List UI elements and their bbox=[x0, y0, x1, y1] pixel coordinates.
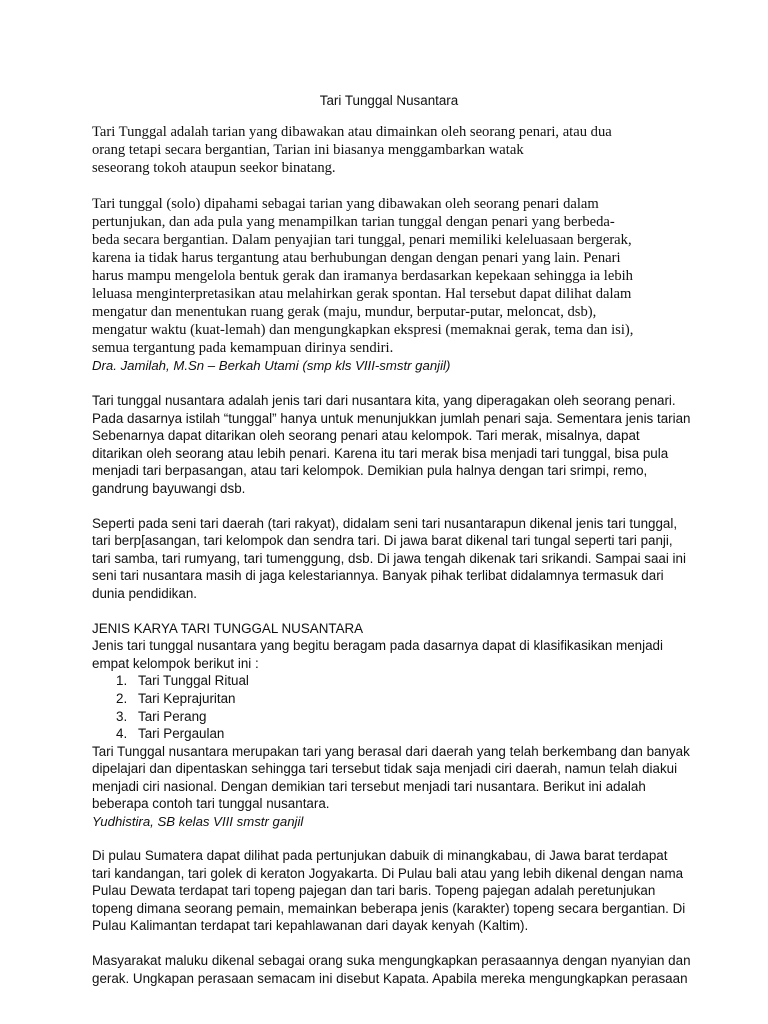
text-line: mengatur dan menentukan ruang gerak (maju, mundur, berputar-putar, meloncat, dsb), bbox=[92, 304, 597, 320]
text-line: seseorang tokoh ataupun seekor binatang. bbox=[92, 160, 336, 176]
text-line: harus mampu mengelola bentuk gerak dan iramanya berdasarkan kepekaan sehingga ia lebih bbox=[92, 268, 633, 284]
solo-paragraph bbox=[92, 195, 682, 357]
text-line: Tari Tunggal adalah tarian yang dibawakan atau dimainkan oleh seorang penari, atau dua bbox=[92, 124, 612, 140]
list-label: Tari Perang bbox=[138, 708, 207, 724]
text-line: dunia pendidikan. bbox=[92, 585, 197, 601]
text-line: Tari tunggal (solo) dipahami sebagai tarian yang dibawakan oleh seorang penari dalam bbox=[92, 196, 599, 212]
list-item bbox=[92, 708, 682, 726]
text-line: Pada dasarnya istilah “tunggal” hanya untuk menunjukkan jumlah penari saja. Sementara jenis tarian bbox=[92, 410, 691, 426]
text-line: beda secara bergantian. Dalam penyajian tari tunggal, penari memiliki keleluasaan bergerak, bbox=[92, 232, 632, 248]
text-line: tari berp[asangan, tari kelompok dan sendra tari. Di jawa barat dikenal tari tungal seperti tari panji, bbox=[92, 533, 673, 549]
text-line: Seperti pada seni tari daerah (tari rakyat), didalam seni tari nusantarapun dikenal jenis tari tunggal, bbox=[92, 515, 678, 531]
text-line: seni tari nusantara masih di jaga kelestariannya. Banyak pihak terlibat didalamnya termasuk dari bbox=[92, 568, 664, 584]
list-label: Tari Keprajuritan bbox=[138, 690, 236, 706]
after-list-paragraph bbox=[92, 743, 690, 813]
text-line: menjadi tari berpasangan, atau tari kelompok. Demikian pula halnya dengan tari srimpi, remo, bbox=[92, 463, 648, 479]
text-line: karena ia tidak harus tergantung atau berhubungan dengan dengan penari yang lain. Penari bbox=[92, 250, 621, 266]
daerah-paragraph bbox=[92, 515, 686, 603]
paragraph-spacer bbox=[92, 603, 682, 620]
list-label: Tari Tunggal Ritual bbox=[138, 673, 249, 689]
list-number: 2. bbox=[116, 690, 128, 706]
text-line: ditarikan oleh seorang atau lebih penari. Karena itu tari merak bisa menjadi tari tunggal, bisa pula bbox=[92, 445, 669, 461]
pulau-paragraph bbox=[92, 847, 686, 935]
section-intro bbox=[92, 637, 682, 672]
text-line: tari samba, tari rumyang, tari tumenggung, dsb. Di jawa tengah dikenak tari srikandi. Sampai saai ini bbox=[92, 550, 686, 566]
text-line: Tari tunggal nusantara adalah jenis tari dari nusantara kita, yang diperagakan oleh seorang penari. bbox=[92, 393, 676, 408]
text-line: beberapa contoh tari tunggal nusantara. bbox=[92, 796, 330, 812]
text-line: leluasa menginterpretasikan atau melahirkan gerak spontan. Hal tersebut dapat dilihat dalam bbox=[92, 286, 632, 302]
text-line: mengatur waktu (kuat-lemah) dan mengungkapkan ekspresi (memaknai gerak, tema dan isi), bbox=[92, 322, 634, 338]
source-byline: Yudhistira, SB kelas VIII smstr ganjil bbox=[92, 814, 304, 830]
text-line: Pulau Kalimantan terdapat tari kepahlawanan dari dayak kenyah (Kaltim). bbox=[92, 918, 529, 934]
text-line: Di pulau Sumatera dapat dilihat pada pertunjukan dabuik di minangkabau, di Jawa barat terdapat bbox=[92, 848, 668, 864]
paragraph-spacer bbox=[92, 498, 682, 515]
list-item bbox=[92, 725, 682, 743]
text-line: pertunjukan, dan ada pula yang menampilkan tarian tunggal dengan penari yang berbeda- bbox=[92, 214, 615, 230]
paragraph-spacer bbox=[92, 830, 682, 847]
list-number: 4. bbox=[116, 726, 128, 742]
list-number: 3. bbox=[116, 708, 128, 724]
text-line: menjadi ciri nasional. Dengan demikian tari tersebut menjadi tari nusantara. Berikut ini adalah bbox=[92, 778, 646, 794]
paragraph-spacer bbox=[92, 935, 682, 952]
dance-types-list bbox=[92, 672, 682, 742]
list-number: 1. bbox=[116, 673, 128, 689]
text-line: gerak. Ungkapan perasaan semacam ini disebut Kapata. Apabila mereka mengungkapkan perasaan bbox=[92, 970, 688, 986]
paragraph-spacer bbox=[92, 177, 682, 195]
intro-paragraph bbox=[92, 123, 682, 177]
nusantara-paragraph bbox=[92, 392, 691, 498]
text-line: gandrung bayuwangi dsb. bbox=[92, 480, 246, 496]
text-line: Pulau Dewata terdapat tari topeng pajegan dan tari baris. Topeng pajegan adalah peretunjukan bbox=[92, 883, 656, 899]
text-line: topeng dimana seorang pemain, memainkan beberapa jenis (karakter) topeng secara bergantian. Di bbox=[92, 900, 686, 916]
text-line: Masyarakat maluku dikenal sebagai orang suka mengungkapkan perasaannya dengan nyanyian dan bbox=[92, 953, 691, 969]
list-label: Tari Pergaulan bbox=[138, 726, 225, 742]
source-byline: Dra. Jamilah, M.Sn – Berkah Utami (smp kls VIII-smstr ganjil) bbox=[92, 358, 451, 373]
text-line: orang tetapi secara bergantian, Tarian ini biasanya menggambarkan watak bbox=[92, 142, 524, 158]
text-line: dipelajari dan dipentaskan sehingga tari tersebut tidak saja menjadi ciri daerah, namun telah diakui bbox=[92, 761, 678, 777]
list-item bbox=[92, 690, 682, 708]
section-heading: JENIS KARYA TARI TUNGGAL NUSANTARA bbox=[92, 620, 364, 636]
maluku-paragraph bbox=[92, 952, 691, 987]
text-line: semua tergantung pada kemampuan dirinya sendiri. bbox=[92, 340, 394, 356]
document-page bbox=[92, 92, 691, 987]
page-title: Tari Tunggal Nusantara bbox=[319, 93, 459, 108]
text-line: Sebenarnya dapat ditarikan oleh seorang penari atau kelompok. Tari merak, misalnya, dapat bbox=[92, 428, 640, 444]
text-line: tari kandangan, tari golek di keraton Jogyakarta. Di Pulau bali atau yang lebih dikenal dengan nama bbox=[92, 865, 684, 881]
list-item bbox=[92, 672, 682, 690]
paragraph-spacer bbox=[92, 374, 682, 392]
text-line: empat kelompok berikut ini : bbox=[92, 655, 259, 671]
text-line: Tari Tunggal nusantara merupakan tari yang berasal dari daerah yang telah berkembang dan banyak bbox=[92, 743, 690, 759]
text-line: Jenis tari tunggal nusantara yang begitu beragam pada dasarnya dapat di klasifikasikan menjadi bbox=[92, 638, 663, 654]
